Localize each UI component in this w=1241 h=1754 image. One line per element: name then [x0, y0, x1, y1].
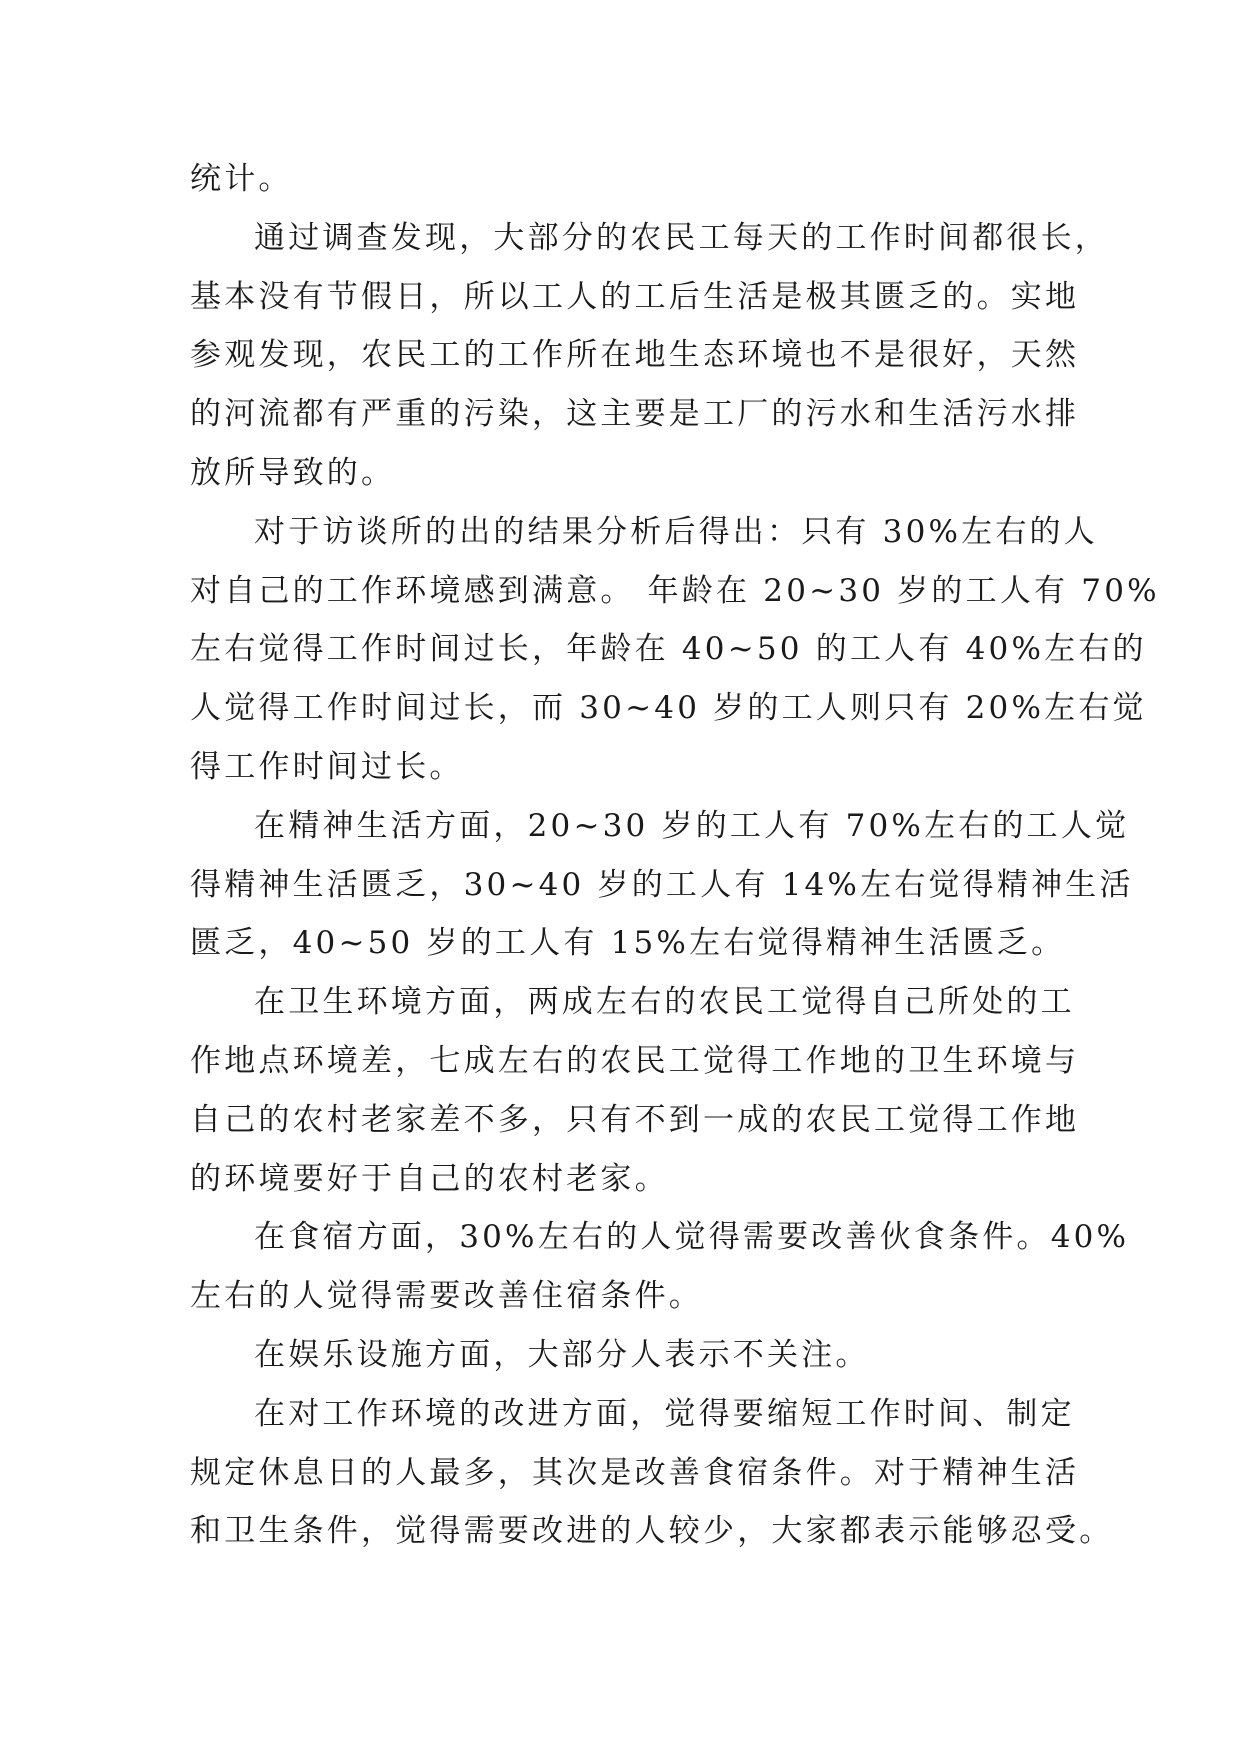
text-line: 作地点环境差，七成左右的农民工觉得工作地的卫生环境与 — [190, 1042, 1080, 1079]
text-line: 参观发现，农民工的工作所在地生态环境也不是很好，天然 — [190, 337, 1080, 374]
text-line: 对自己的工作环境感到满意。 年龄在 20~30 岁的工人有 70% — [190, 572, 1160, 609]
text-line: 规定休息日的人最多，其次是改善食宿条件。对于精神生活 — [190, 1454, 1080, 1491]
text-line: 的河流都有严重的污染，这主要是工厂的污水和生活污水排 — [190, 396, 1080, 433]
text-line: 人觉得工作时间过长，而 30~40 岁的工人则只有 20%左右觉 — [190, 690, 1147, 727]
text-line: 左右觉得工作时间过长，年龄在 40~50 的工人有 40%左右的 — [190, 631, 1147, 668]
paragraph-first-line: 在食宿方面，30%左右的人觉得需要改善伙食条件。40% — [254, 1219, 1130, 1256]
paragraph-first-line: 在精神生活方面，20~30 岁的工人有 70%左右的工人觉 — [254, 807, 1130, 844]
paragraph-first-line: 在娱乐设施方面，大部分人表示不关注。 — [254, 1336, 870, 1373]
text-line: 匮乏，40~50 岁的工人有 15%左右觉得精神生活匮乏。 — [190, 925, 1066, 962]
text-line: 得精神生活匮乏，30~40 岁的工人有 14%左右觉得精神生活 — [190, 866, 1134, 903]
text-line: 统计。 — [190, 161, 293, 197]
paragraph-first-line: 在卫生环境方面，两成左右的农民工觉得自己所处的工 — [254, 984, 1075, 1021]
text-line: 放所导致的。 — [190, 454, 396, 491]
text-line: 自己的农村老家差不多，只有不到一成的农民工觉得工作地 — [190, 1101, 1080, 1138]
paragraph-first-line: 在对工作环境的改进方面，觉得要缩短工作时间、制定 — [254, 1395, 1075, 1432]
text-line: 得工作时间过长。 — [190, 748, 464, 785]
text-line: 和卫生条件，觉得需要改进的人较少，大家都表示能够忍受。 — [190, 1513, 1114, 1550]
body-text — [190, 150, 1160, 1561]
text-line: 左右的人觉得需要改善住宿条件。 — [190, 1278, 703, 1315]
text-line: 基本没有节假日，所以工人的工后生活是极其匮乏的。实地 — [190, 278, 1080, 315]
paragraph-first-line: 对于访谈所的出的结果分析后得出：只有 30%左右的人 — [254, 513, 1098, 550]
text-line: 的环境要好于自己的农村老家。 — [190, 1160, 669, 1197]
paragraph-first-line: 通过调查发现，大部分的农民工每天的工作时间都很长， — [254, 219, 1109, 256]
